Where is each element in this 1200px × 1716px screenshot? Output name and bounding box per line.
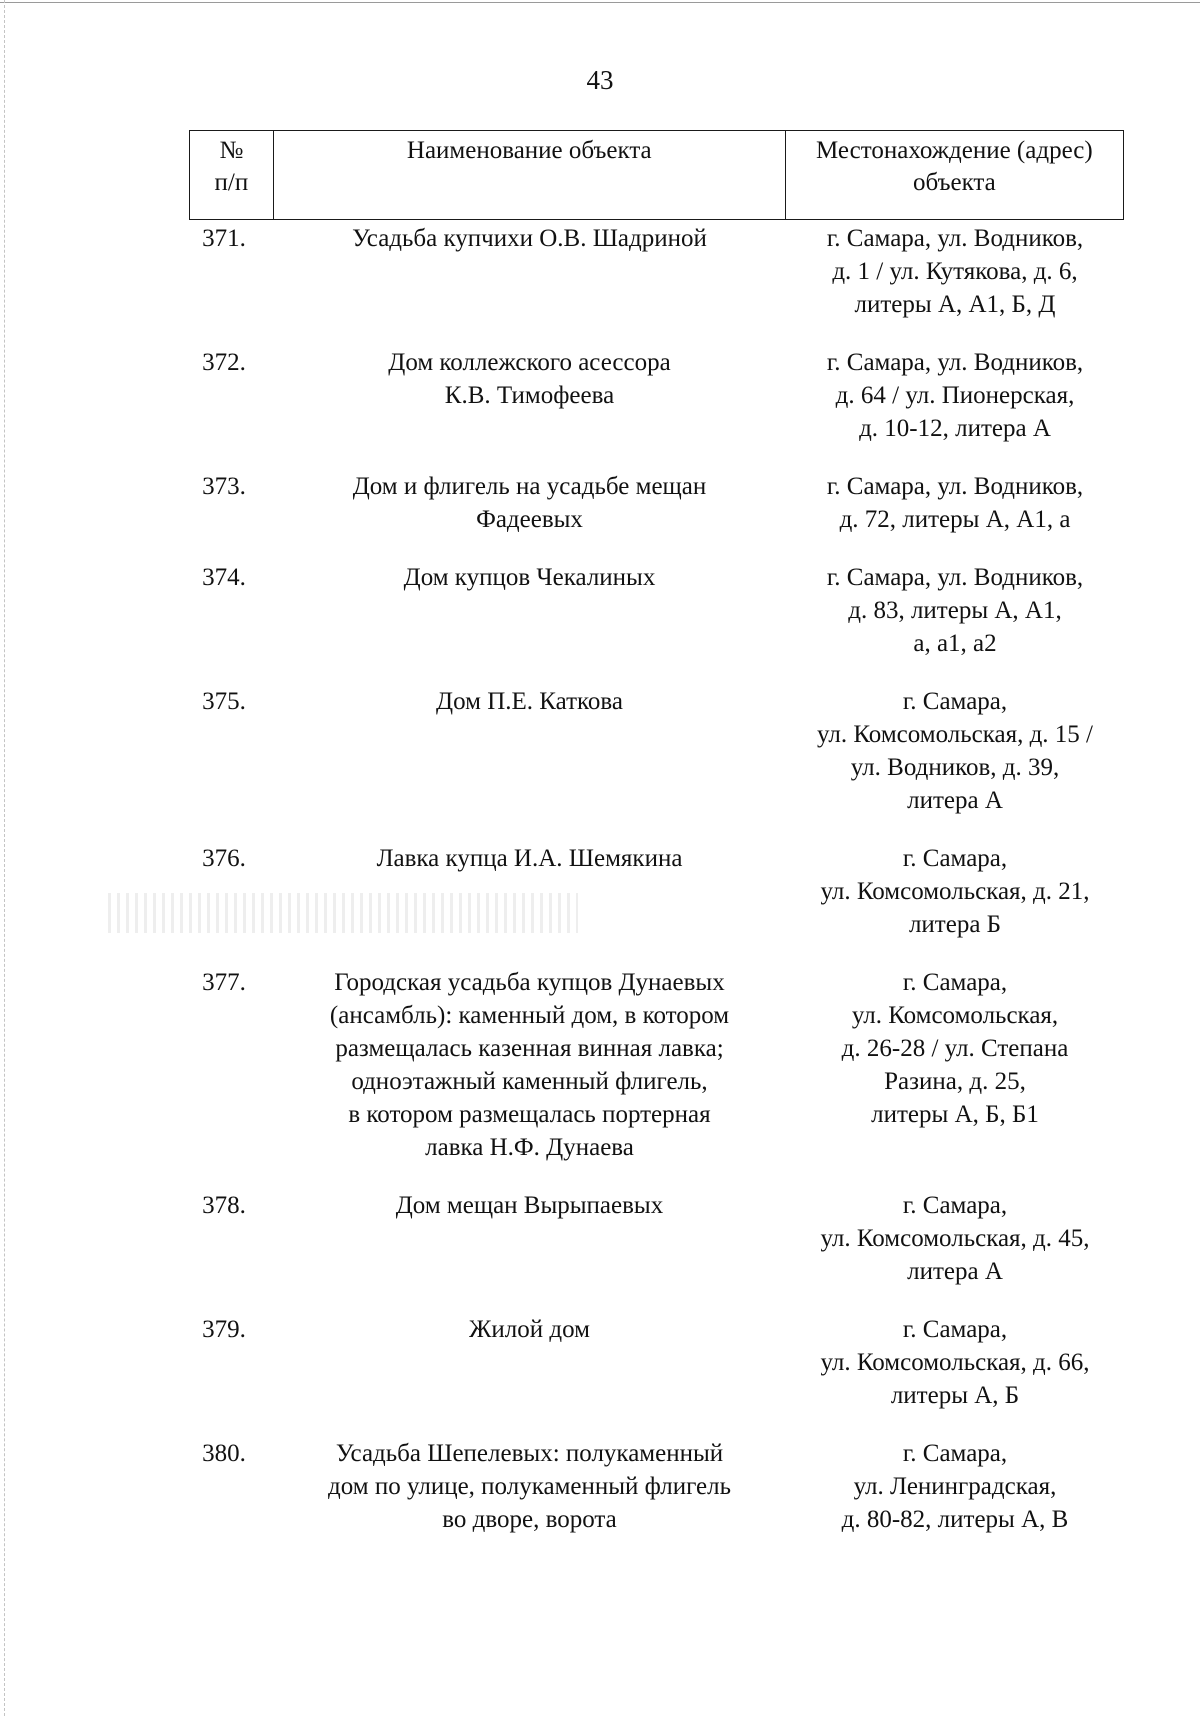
object-location: г. Самара, ул. Водников, д. 83, литеры А, А1, а, а1, а2 [826, 564, 1084, 657]
object-location: г. Самара, ул. Водников, д. 72, литеры А, А1, а [826, 473, 1084, 533]
row-number: 379. [202, 1316, 246, 1343]
scan-edge-line [4, 0, 5, 1716]
table-row [189, 222, 1124, 346]
row-number: 377. [202, 969, 246, 996]
header-name: Наименование объекта [274, 131, 786, 219]
table-row [189, 842, 1124, 966]
table-row [189, 1313, 1124, 1437]
row-number: 375. [202, 688, 246, 715]
object-location: г. Самара, ул. Комсомольская, д. 45, литера А [820, 1192, 1090, 1285]
object-name: Жилой дом [469, 1316, 590, 1343]
object-name: Дом коллежского асессора К.В. Тимофеева [388, 349, 671, 409]
object-location: г. Самара, ул. Комсомольская, д. 15 / ул. Водников, д. 39, литера А [816, 688, 1093, 814]
object-name: Дом и флигель на усадьбе мещан Фадеевых [352, 473, 707, 533]
row-number: 378. [202, 1192, 246, 1219]
table-row [189, 470, 1124, 561]
row-number: 380. [202, 1440, 246, 1467]
object-name: Дом П.Е. Каткова [436, 688, 623, 715]
table-row [189, 346, 1124, 470]
scan-edge-line [0, 2, 1200, 3]
object-location: г. Самара, ул. Водников, д. 64 / ул. Пионерская, д. 10-12, литера А [826, 349, 1084, 442]
object-location: г. Самара, ул. Ленинградская, д. 80-82, литеры А, В [841, 1440, 1069, 1533]
object-name: Дом купцов Чекалиных [403, 564, 656, 591]
object-name: Дом мещан Вырыпаевых [395, 1192, 664, 1219]
row-number: 374. [202, 564, 246, 591]
row-number: 372. [202, 349, 246, 376]
object-location: г. Самара, ул. Водников, д. 1 / ул. Кутякова, д. 6, литеры А, А1, Б, Д [826, 225, 1084, 318]
table-row [189, 966, 1124, 1189]
header-location: Местонахождение (адрес) объекта [816, 137, 1093, 196]
table-row [189, 1189, 1124, 1313]
object-name: Усадьба Шепелевых: полукаменный дом по улице, полукаменный флигель во дворе, ворота [328, 1440, 731, 1533]
object-location: г. Самара, ул. Комсомольская, д. 26-28 / ул. Степана Разина, д. 25, литеры А, Б, Б1 [841, 969, 1069, 1128]
page-number: 43 [586, 65, 614, 95]
row-number: 376. [202, 845, 246, 872]
object-name: Усадьба купчихи О.В. Шадриной [352, 225, 707, 252]
header-number: № п/п [190, 131, 274, 219]
table-header [189, 130, 1124, 220]
row-number: 373. [202, 473, 246, 500]
table-row [189, 561, 1124, 685]
object-location: г. Самара, ул. Комсомольская, д. 66, литеры А, Б [820, 1316, 1090, 1409]
table-row [189, 1437, 1124, 1561]
object-name: Лавка купца И.А. Шемякина [376, 845, 683, 872]
object-location: г. Самара, ул. Комсомольская, д. 21, литера Б [820, 845, 1090, 938]
row-number: 371. [202, 225, 246, 252]
table-row [189, 685, 1124, 842]
table-body [189, 222, 1124, 1561]
object-name: Городская усадьба купцов Дунаевых (ансамбль): каменный дом, в котором размещалась казенная винная лавка; одноэтажный каменный флигель, в котором размещалась портерная лавка Н.Ф. Дунаева [329, 969, 730, 1161]
